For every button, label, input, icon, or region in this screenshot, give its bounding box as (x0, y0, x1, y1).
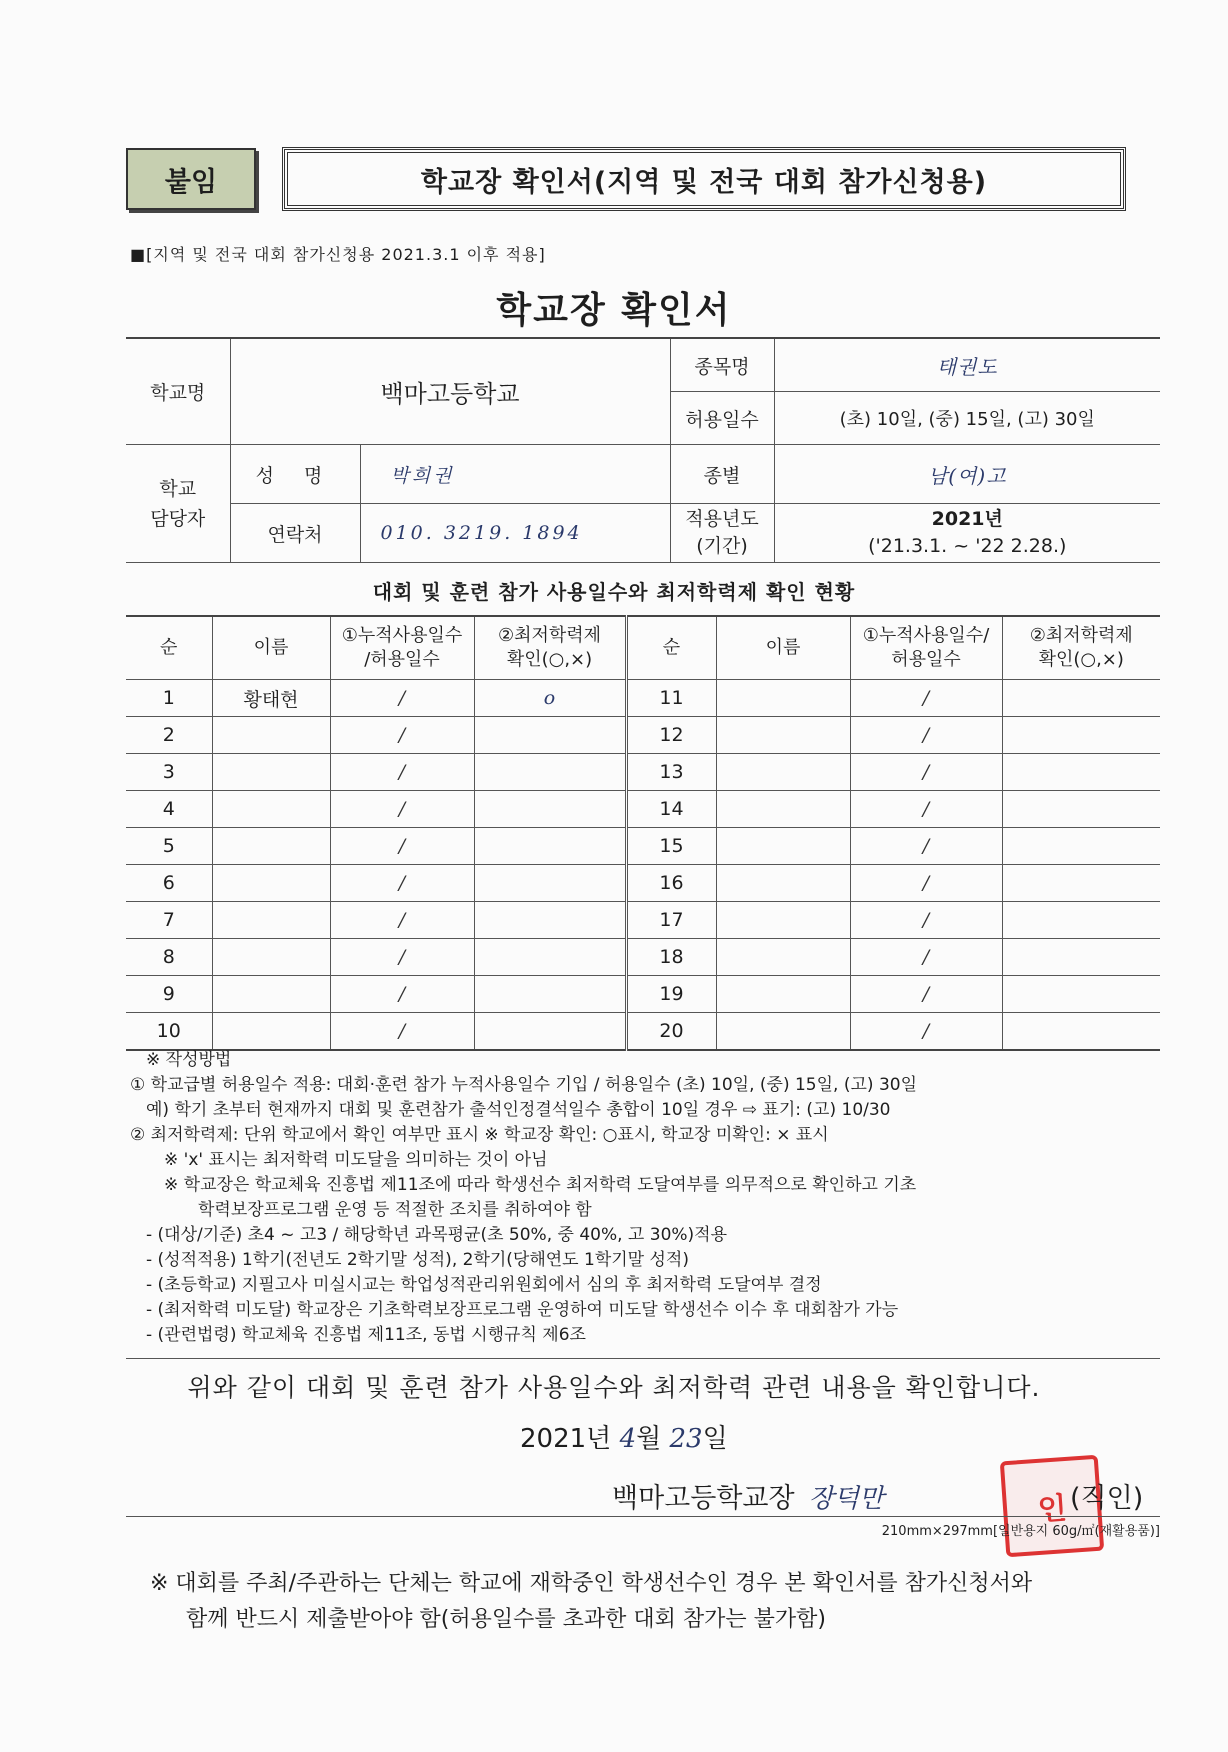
row-no: 18 (626, 939, 716, 976)
instruction-line: ※ 'x' 표시는 최저학력 미도달을 의미하는 것이 아님 (164, 1150, 548, 1170)
athlete-name (212, 1013, 330, 1051)
principal-signature-line (612, 1476, 898, 1515)
signing-date (520, 1418, 728, 1455)
athlete-name (212, 902, 330, 939)
athlete-name (716, 791, 850, 828)
school-name-value: 백마고등학교 (230, 338, 670, 445)
table-row (126, 939, 1160, 976)
table-row (126, 754, 1160, 791)
apply-note: ■[지역 및 전국 대회 참가신청용 2021.3.1 이후 적용] (130, 245, 546, 264)
check-cell (1002, 902, 1160, 939)
athlete-name (716, 902, 850, 939)
check-cell (474, 717, 626, 754)
days-cell: / (330, 717, 474, 754)
date-month-unit: 월 (636, 1424, 662, 1454)
check-cell (1002, 791, 1160, 828)
check-cell (474, 791, 626, 828)
row-no: 1 (126, 680, 212, 717)
athlete-name (716, 1013, 850, 1051)
row-no: 6 (126, 865, 212, 902)
days-cell: / (850, 902, 1002, 939)
year-value: 2021년 (931, 508, 1003, 530)
instruction-line: - (성적적용) 1학기(전년도 2학기말 성적), 2학기(당해연도 1학기말 성적) (146, 1250, 689, 1270)
instruction-line: ※ 학교장은 학교체육 진흥법 제11조에 따라 학생선수 최저학력 도달여부를 의무적으로 확인하고 기초 (164, 1175, 917, 1195)
seal-mark-label: (직인) (1070, 1483, 1144, 1514)
manager-name-label: 성 명 (230, 445, 360, 504)
confirmation-statement: 위와 같이 대회 및 훈련 참가 사용일수와 최저학력 관련 내용을 확인합니다. (187, 1373, 1041, 1402)
athlete-name (716, 865, 850, 902)
row-no: 16 (626, 865, 716, 902)
gender-label: 종별 (670, 445, 774, 504)
table-row (126, 791, 1160, 828)
days-cell: / (850, 976, 1002, 1013)
instruction-line: - (최저학력 미도달) 학교장은 기초학력보장프로그램 운영하여 미도달 학생선수 이수 후 대회참가 가능 (146, 1300, 899, 1320)
check-cell (474, 939, 626, 976)
athlete-name (716, 680, 850, 717)
col-header-no-left: 순 (126, 616, 212, 680)
row-no: 14 (626, 791, 716, 828)
instruction-line: 학력보장프로그램 운영 등 적절한 조치를 취하여야 함 (198, 1200, 592, 1220)
instruction-line: ① 학교급별 허용일수 적용: 대회·훈련 참가 누적사용일수 기입 / 허용일수 (초) 10일, (중) 15일, (고) 30일 (130, 1075, 918, 1095)
check-cell (474, 976, 626, 1013)
table-row (126, 1013, 1160, 1051)
check-cell (474, 865, 626, 902)
divider (126, 1516, 1160, 1517)
attachment-badge: 붙임 (126, 148, 256, 210)
principal-title: 백마고등학교장 (612, 1483, 795, 1514)
instruction-line: - (관련법령) 학교체육 진흥법 제11조, 동법 시행규칙 제6조 (146, 1325, 586, 1345)
row-no: 3 (126, 754, 212, 791)
days-cell: / (850, 939, 1002, 976)
year-label: 적용년도 (기간) (670, 504, 774, 563)
main-title: 학교장 확인서 (496, 290, 732, 331)
days-cell: / (330, 680, 474, 717)
instruction-line: - (초등학교) 지필고사 미실시교는 학업성적관리위원회에서 심의 후 최저학력 도달여부 결정 (146, 1275, 822, 1295)
athlete-name (212, 791, 330, 828)
check-cell (474, 902, 626, 939)
check-cell (1002, 680, 1160, 717)
table-row (126, 865, 1160, 902)
row-no: 7 (126, 902, 212, 939)
sport-label: 종목명 (670, 338, 774, 392)
days-cell: / (330, 828, 474, 865)
days-cell: / (850, 717, 1002, 754)
instruction-line: - (대상/기준) 초4 ~ 고3 / 해당학년 과목평균(초 50%, 중 40%, 고 30%)적용 (146, 1225, 728, 1245)
athlete-name: 황태현 (212, 680, 330, 717)
col-header-days-right: ①누적사용일수/ 허용일수 (850, 616, 1002, 680)
paper-spec: 210mm×297mm[일반용지 60g/㎡(재활용품)] (881, 1524, 1160, 1539)
official-seal-stamp: 인 (1000, 1455, 1104, 1558)
manager-name-value: 박희권 (360, 445, 670, 504)
table-row (126, 828, 1160, 865)
submission-notice-line-1: ※ 대회를 주최/주관하는 단체는 학교에 재학중인 학생선수인 경우 본 확인서를 참가신청서와 (150, 1571, 1033, 1596)
athlete-name (716, 976, 850, 1013)
check-cell (1002, 717, 1160, 754)
days-cell: / (330, 976, 474, 1013)
col-header-name-left: 이름 (212, 616, 330, 680)
athlete-name (212, 976, 330, 1013)
row-no: 17 (626, 902, 716, 939)
athlete-name (716, 828, 850, 865)
writing-instructions (130, 1048, 1170, 1348)
check-cell (1002, 828, 1160, 865)
days-cell: / (330, 939, 474, 976)
col-header-check-right: ②최저학력제 확인(○,×) (1002, 616, 1160, 680)
days-cell: / (330, 902, 474, 939)
row-no: 10 (126, 1013, 212, 1051)
table-row (126, 976, 1160, 1013)
instruction-line: ② 최저학력제: 단위 학교에서 확인 여부만 표시 ※ 학교장 확인: ○표시, 학교장 미확인: × 표시 (130, 1125, 829, 1145)
contact-label: 연락처 (230, 504, 360, 563)
row-no: 2 (126, 717, 212, 754)
check-cell (474, 1013, 626, 1051)
athlete-name (716, 754, 850, 791)
col-header-name-right: 이름 (716, 616, 850, 680)
col-header-check-left: ②최저학력제 확인(○,×) (474, 616, 626, 680)
submission-notice (150, 1566, 1032, 1638)
school-info-table (126, 337, 1160, 563)
check-cell: o (474, 680, 626, 717)
manager-label: 학교 담당자 (126, 445, 230, 563)
row-no: 15 (626, 828, 716, 865)
days-cell: / (850, 828, 1002, 865)
row-no: 5 (126, 828, 212, 865)
check-cell (1002, 1013, 1160, 1051)
contact-value: 010. 3219. 1894 (360, 504, 670, 563)
days-cell: / (850, 865, 1002, 902)
check-cell (1002, 939, 1160, 976)
date-month: 4 (619, 1424, 637, 1454)
row-no: 12 (626, 717, 716, 754)
principal-signature: 장덕만 (808, 1484, 884, 1514)
gender-value: 남(여)고 (774, 445, 1160, 504)
days-cell: / (330, 791, 474, 828)
row-no: 19 (626, 976, 716, 1013)
table-row (126, 717, 1160, 754)
days-cell: / (330, 754, 474, 791)
row-no: 13 (626, 754, 716, 791)
athlete-name (212, 865, 330, 902)
row-no: 20 (626, 1013, 716, 1051)
roster-table (126, 615, 1160, 1051)
row-no: 9 (126, 976, 212, 1013)
allowed-days-label: 허용일수 (670, 392, 774, 445)
school-name-label: 학교명 (126, 338, 230, 445)
athlete-name (212, 828, 330, 865)
check-cell (1002, 754, 1160, 791)
divider (126, 1358, 1160, 1359)
days-cell: / (330, 865, 474, 902)
days-cell: / (850, 791, 1002, 828)
table-row (126, 680, 1160, 717)
submission-notice-line-2: 함께 반드시 제출받아야 함(허용일수를 초과한 대회 참가는 불가함) (186, 1607, 826, 1632)
section-title: 대회 및 훈련 참가 사용일수와 최저학력제 확인 현황 (372, 580, 856, 604)
row-no: 4 (126, 791, 212, 828)
period-value: ('21.3.1. ~ '22 2.28.) (868, 535, 1067, 557)
date-year: 2021년 (520, 1424, 612, 1454)
allowed-days-value: (초) 10일, (중) 15일, (고) 30일 (774, 392, 1160, 445)
days-cell: / (850, 1013, 1002, 1051)
check-cell (474, 754, 626, 791)
athlete-name (716, 717, 850, 754)
document-title-box: 학교장 확인서(지역 및 전국 대회 참가신청용) (282, 147, 1126, 211)
sport-value: 태권도 (774, 338, 1160, 392)
athlete-name (212, 717, 330, 754)
check-cell (1002, 865, 1160, 902)
athlete-name (212, 939, 330, 976)
days-cell: / (850, 680, 1002, 717)
row-no: 11 (626, 680, 716, 717)
check-cell (474, 828, 626, 865)
athlete-name (716, 939, 850, 976)
check-cell (1002, 976, 1160, 1013)
date-day: 23 (669, 1424, 703, 1454)
days-cell: / (850, 754, 1002, 791)
year-cell (774, 504, 1160, 563)
athlete-name (212, 754, 330, 791)
row-no: 8 (126, 939, 212, 976)
instructions-heading: ※ 작성방법 (146, 1050, 232, 1070)
col-header-days-left: ①누적사용일수 /허용일수 (330, 616, 474, 680)
date-day-unit: 일 (702, 1424, 728, 1454)
days-cell: / (330, 1013, 474, 1051)
col-header-no-right: 순 (626, 616, 716, 680)
table-row (126, 902, 1160, 939)
instruction-line: 예) 학기 초부터 현재까지 대회 및 훈련참가 출석인정결석일수 총합이 10일 경우 ⇨ 표기: (고) 10/30 (146, 1100, 891, 1120)
